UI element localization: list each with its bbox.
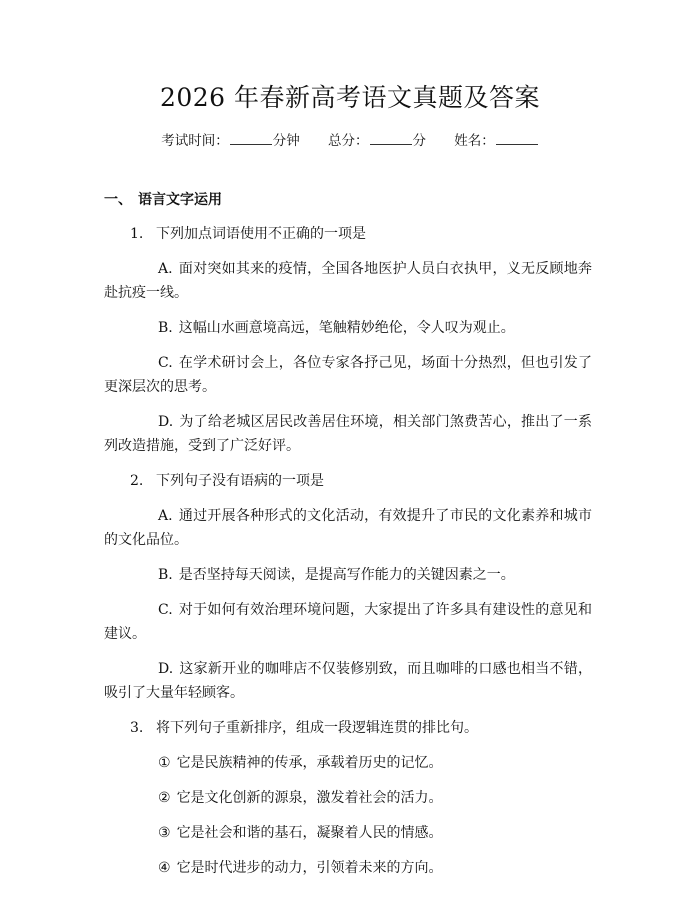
question-3-item-1 bbox=[104, 751, 592, 775]
question-3-stem bbox=[104, 716, 592, 740]
question-1-option-b bbox=[104, 316, 592, 340]
section-title: 语言文字运用 bbox=[138, 192, 222, 208]
item-text: 它是社会和谐的基石，凝聚着人民的情感。 bbox=[176, 825, 443, 841]
score-blank[interactable] bbox=[370, 130, 412, 145]
time-field bbox=[161, 130, 300, 151]
question-2-option-a bbox=[104, 504, 592, 552]
questions bbox=[104, 222, 592, 891]
item-text: 它是民族精神的传承，承载着历史的记忆。 bbox=[176, 755, 443, 771]
option-text: 面对突如其来的疫情，全国各地医护人员白衣执甲，义无反顾地奔赴抗疫一线。 bbox=[104, 261, 592, 301]
question-2-stem bbox=[104, 469, 592, 493]
option-letter: C. bbox=[158, 355, 173, 371]
question-text: 下列句子没有语病的一项是 bbox=[156, 473, 324, 489]
option-text: 这家新开业的咖啡店不仅装修别致，而且咖啡的口感也相当不错，吸引了大量年轻顾客。 bbox=[104, 661, 592, 701]
option-letter: A. bbox=[158, 508, 173, 524]
question-text: 下列加点词语使用不正确的一项是 bbox=[156, 226, 366, 242]
option-text: 为了给老城区居民改善居住环境，相关部门煞费苦心，推出了一系列改造措施，受到了广泛好评。 bbox=[104, 414, 592, 454]
item-mark: ① bbox=[158, 755, 171, 771]
option-text: 是否坚持每天阅读，是提高写作能力的关键因素之一。 bbox=[178, 567, 515, 583]
section-number: 一、 bbox=[104, 192, 132, 208]
time-label: 考试时间： bbox=[161, 133, 229, 149]
item-text: 它是文化创新的源泉，激发着社会的活力。 bbox=[176, 790, 443, 806]
item-text: 它是时代进步的动力，引领着未来的方向。 bbox=[176, 860, 443, 876]
item-mark: ④ bbox=[158, 860, 171, 876]
question-3-item-2 bbox=[104, 786, 592, 810]
question-1-stem bbox=[104, 222, 592, 246]
question-number: 2. bbox=[130, 473, 144, 489]
question-number: 3. bbox=[130, 720, 144, 736]
option-text: 这幅山水画意境高远，笔触精妙绝伦，令人叹为观止。 bbox=[178, 320, 515, 336]
option-letter: A. bbox=[158, 261, 173, 277]
option-text: 在学术研讨会上，各位专家各抒己见，场面十分热烈，但也引发了更深层次的思考。 bbox=[104, 355, 592, 395]
option-text: 通过开展各种形式的文化活动，有效提升了市民的文化素养和城市的文化品位。 bbox=[104, 508, 592, 548]
item-mark: ③ bbox=[158, 825, 171, 841]
question-number: 1. bbox=[130, 226, 144, 242]
question-2-option-b bbox=[104, 563, 592, 587]
option-letter: B. bbox=[158, 567, 173, 583]
score-label: 总分： bbox=[328, 133, 369, 149]
page-title: 2026 年春新高考语文真题及答案 bbox=[159, 83, 541, 112]
time-unit: 分钟 bbox=[272, 133, 300, 149]
item-mark: ② bbox=[158, 790, 171, 806]
option-letter: D. bbox=[158, 414, 174, 430]
option-letter: C. bbox=[158, 602, 173, 618]
name-field bbox=[454, 130, 539, 151]
question-text: 将下列句子重新排序，组成一段逻辑连贯的排比句。 bbox=[156, 720, 478, 736]
score-unit: 分 bbox=[412, 133, 426, 149]
name-blank[interactable] bbox=[496, 130, 538, 145]
name-label: 姓名： bbox=[454, 133, 495, 149]
time-blank[interactable] bbox=[230, 130, 272, 145]
option-letter: B. bbox=[158, 320, 173, 336]
score-field bbox=[328, 130, 426, 151]
question-1-option-d bbox=[104, 410, 592, 458]
question-3-item-3 bbox=[104, 821, 592, 845]
question-2-option-d bbox=[104, 657, 592, 705]
exam-meta bbox=[0, 130, 700, 151]
option-text: 对于如何有效治理环境问题，大家提出了许多具有建设性的意见和建议。 bbox=[104, 602, 592, 642]
question-1-option-a bbox=[104, 257, 592, 305]
question-2-option-c bbox=[104, 598, 592, 646]
section-heading bbox=[104, 189, 222, 211]
option-letter: D. bbox=[158, 661, 174, 677]
question-3-item-4 bbox=[104, 856, 592, 880]
question-1-option-c bbox=[104, 351, 592, 399]
